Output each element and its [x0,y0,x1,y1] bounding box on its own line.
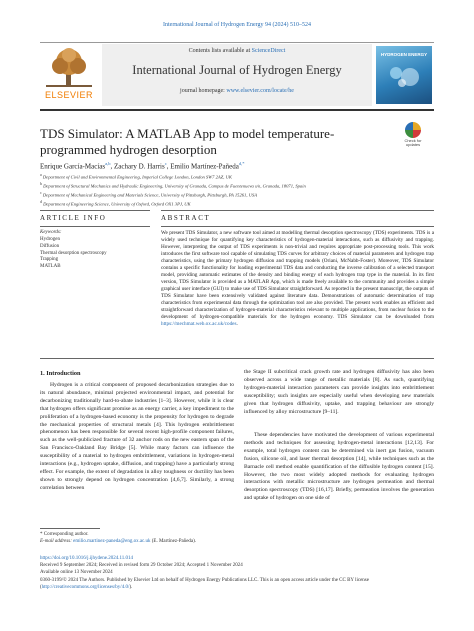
publication-info [40,555,434,591]
license-text: 0360-3199/© 2024 The Authors. Published by Elsevier Ltd on behalf of Hydrogen Energy Publications LLC. This is an open access article under the CC BY license ( [40,577,369,590]
contents-line [102,48,372,54]
affiliation-text: Department of Mechanical Engineering and Materials Science, University of Pittsburgh, Pittsburgh, PA 15261, USA [42,192,258,198]
author-affiliation-marker[interactable]: d,* [238,161,245,166]
journal-title: International Journal of Hydrogen Energy [132,63,342,77]
email-link[interactable]: emilio.martinez-paneda@eng.ox.ac.uk [73,539,151,545]
author-name[interactable]: Zachary D. Harris [113,162,165,171]
keyword: Hydrogen [40,237,60,242]
license-end: ). [129,584,133,590]
affiliation-label: d [40,199,42,204]
abstract-rule [161,226,434,227]
doi-link[interactable]: https://doi.org/10.1016/j.ijhydene.2024.11.014 [40,556,134,561]
journal-masthead [102,44,372,106]
body-column-left: Hydrogen is a critical component of proposed decarbonization strategies due to its natural abundance, minimal projected environmental impact, and potential for decarbonizing traditionally hard-to-abate industries [1–3]. However, while it is clear that hydrogen offers significant promise as an energy carrier, a key impediment to the proliferation of a hydrogen-based economy is the propensity for hydrogen to degrade the mechanical properties of structural metals [4]. This hydrogen embrittlement phenomenon has been responsible for several recent high-profile component failures, such as the well-publicized fracture of 32 anchor rods on the new eastern span of the San Francisco-Oakland Bay Bridge [5]. While many factors can influence the susceptibility of a material to hydrogen embrittlement, variations in hydrogen-metal interactions (e.g., hydrogen uptake, diffusion, and trapping) have a particularly strong effect. For example, the extent of degradation in alloy toughness or ductility has been shown to strongly depend on hydrogen concentration [4,6,7]. Similarly, a strong correlation between [40,382,234,491]
article-title: TDS Simulator: A MATLAB App to model temperature-programmed hydrogen desorption [40,126,335,157]
body-column-right-paragraph: the Stage II subcritical crack growth rate and hydrogen diffusivity has also been observed across a wide range of metallic materials [8]. As such, quantifying hydrogen-material interaction parameters can provide insights into embrittlement susceptibility; such insights are especially useful when developing new materials given that hydrogen diffusivity, uptake, and trapping behaviour are strongly influenced by alloy microstructure [9–11]. [244,369,434,415]
email-label: E-mail address: [40,539,74,545]
corresponding-author-note: * Corresponding author. [40,532,89,537]
affiliation-text: Department of Civil and Environmental Engineering, Imperial College London, London SW7 2AZ, UK [42,174,232,180]
check-for-updates-label: Check for updates [404,138,422,148]
homepage-link[interactable]: www.elsevier.com/locate/he [226,88,294,94]
article-info-top-rule [40,210,150,211]
code-download-link[interactable]: https://mechmat.web.ox.ac.uk/codes [161,321,237,327]
abstract-top-rule [161,210,434,211]
journal-reference[interactable]: International Journal of Hydrogen Energy 94 (2024) 510–524 [162,22,312,28]
keywords-label: Keywords: [40,230,62,235]
cover-title: HYDROGEN ENERGY [380,52,428,57]
keyword: Trapping [40,257,59,263]
author-name[interactable]: Emilio Martínez-Pañeda [170,162,239,171]
affiliation [40,181,434,190]
abstract-heading: ABSTRACT [161,214,211,222]
journal-cover[interactable] [376,46,432,104]
license-link[interactable]: http://creativecommons.org/licenses/by/4.0/ [41,584,130,590]
affiliation [40,190,434,199]
affiliation-text: Department of Structural Mechanics and Hydraulic Engineering, University of Granada, Campus de Fuentenueva s/n, Granada, 18071, Spain [43,183,306,189]
affiliation-label: c [40,190,42,195]
email-suffix: (E. Martínez-Pañeda). [150,539,197,545]
homepage-prefix: journal homepage: [180,88,227,94]
footnote [40,531,434,545]
keyword: Diffusion [40,243,60,249]
homepage-line [102,88,372,94]
affiliation [40,199,434,208]
affiliations [40,172,434,208]
footnote-rule [40,528,100,529]
keyword: Thermal desorption spectroscopy [40,250,107,256]
author-name[interactable]: Enrique García-Macías [40,162,106,171]
check-for-updates-badge[interactable] [400,122,426,150]
author-affiliation-marker[interactable]: c [164,161,167,166]
article-info-rule [40,226,150,227]
publisher-name: ELSEVIER [44,90,94,100]
abstract-text [161,230,434,328]
affiliation-label: b [40,181,42,186]
keyword: MATLAB [40,264,61,270]
license-statement [40,577,434,591]
cover-art-icon [376,57,432,93]
author-affiliation-marker[interactable]: a,b [105,161,111,166]
elsevier-logo [40,46,98,100]
sciencedirect-link[interactable]: ScienceDirect [251,48,286,54]
keyword-list [40,237,150,271]
available-online: Available online 13 November 2024 [40,570,113,576]
section-heading: 1. Introduction [40,370,81,377]
abstract-bottom-rule [40,358,434,359]
tree-icon [40,46,98,90]
affiliation-label: a [40,173,42,177]
body-column-right-paragraph: These dependencies have motivated the development of various experimental methods and techniques for assessing hydrogen-metal interactions [12,13]. For example, total hydrogen content can be determined via inert gas fusion, vacuum fusion, silicone oil, and laser thermal desorption [14], while techniques such as the Barnacle cell method enable quantification of the diffusible hydrogen content [15]. However, the two most widely adopted methods for evaluating hydrogen interactions with metallic microstructure are hydrogen permeation and thermal desorption spectroscopy (TDS) [16,17]. Briefly, permeation involves the generation and uptake of hydrogen on one side of [244,432,434,502]
author-list: Enrique García-Macías$^{a,b}$, Zachary D. Harris$^c$, Emilio Martínez-Pañeda$^{d,*}$ [40,161,245,171]
contents-prefix: Contents lists available at [188,48,252,54]
abstract-body: We present TDS Simulator, a new software tool aimed at modelling thermal desorption spectroscopy (TDS) experiments. TDS is a widely used technique for quantifying key characteristics of hydrogen-material interactions, such as diffusivity and trapping. However, interpreting the output of TDS experiments is non-trivial and requires appropriate post-processing tools. This work introduces the first software tool capable of simulating TDS curves for arbitrary choices of material parameters and hydrogen trap characteristics, using the primary hydrogen diffusion and trapping models (Oriani, McNabb-Foster). Moreover, TDS Simulator contains a specific functionality for loading experimental TDS data and conducting the inverse calibration of a selected transport model, providing automatic estimates of the density and binding energy of each hydrogen trap type in the material. In its first version, TDS Simulator is provided as a MATLAB App, which is made freely available to the community and provides a simple graphical user interface (GUI) to make use of TDS Simulator straightforward. As reported in the present manuscript, the outputs of TDS Simulator have been extensively validated against literature data. Demonstrations of automatic determination of trap characteristics from experimental data through the optimization tool are also provided. The present work enables an efficient and straightforward characterization of hydrogen-material characteristics relevant to multiple applications, from nuclear fusion to the development of hydrogen-compatible materials for the hydrogen economy. TDS Simulator can be downloaded from [161,230,434,320]
abstract-end: . [236,321,238,327]
article-info-heading: ARTICLE INFO [40,214,107,222]
affiliation [40,172,434,181]
received-dates: Received 9 September 2024; Received in revised form 29 October 2024; Accepted 1 November 2024 [40,563,243,569]
email-line [40,538,434,545]
affiliation-text: Department of Engineering Science, University of Oxford, Oxford OX1 3PJ, UK [43,201,191,207]
crossmark-icon [405,122,421,138]
